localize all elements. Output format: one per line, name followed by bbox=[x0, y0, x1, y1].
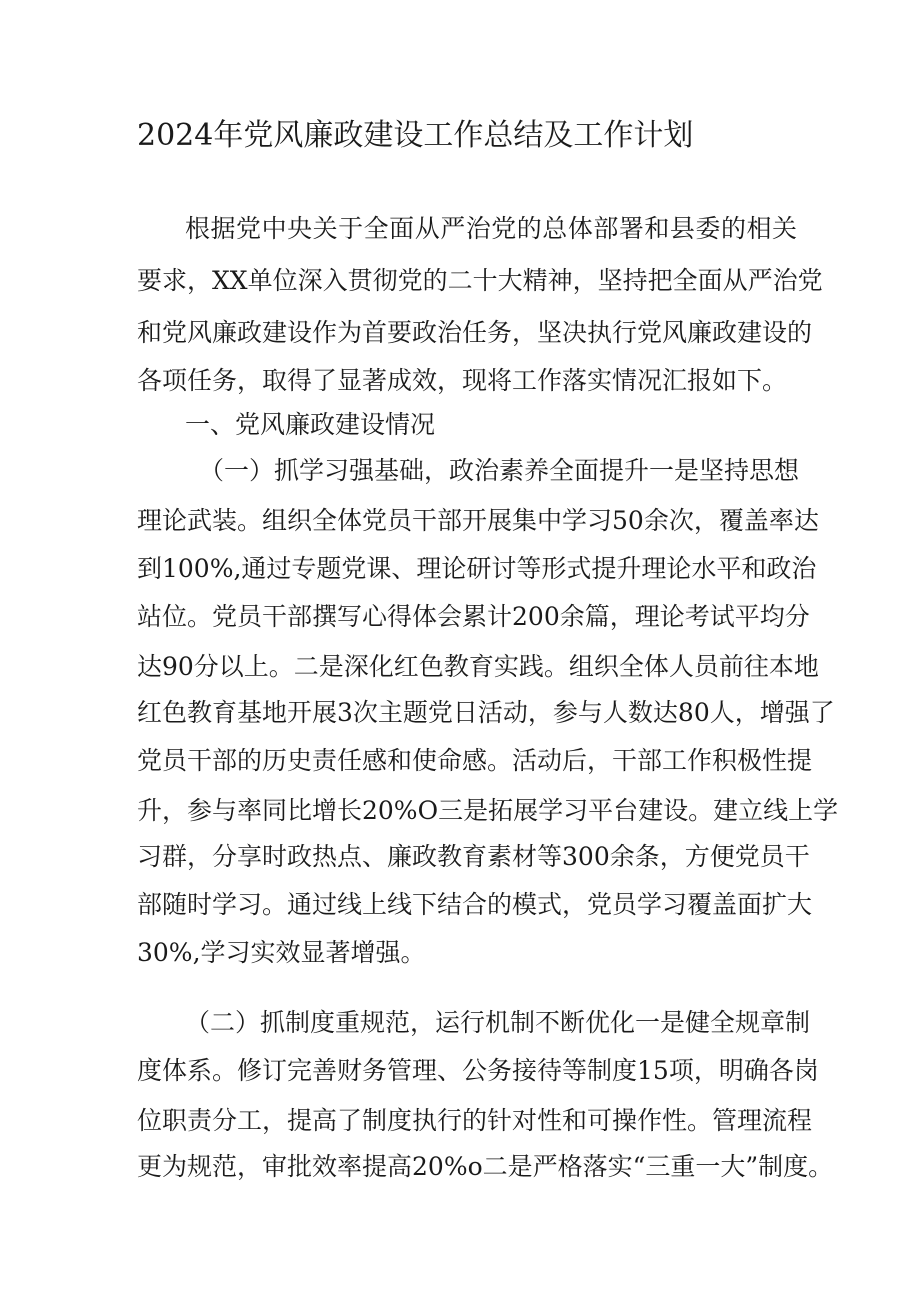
paragraph-line: 红色教育基地开展3次主题党日活动，参与人数达80人，增强了 bbox=[137, 698, 835, 727]
paragraph-line: 习群，分享时政热点、廉政教育素材等300余条，方便党员干 bbox=[137, 842, 810, 871]
subsection-heading-line: （一）抓学习强基础，政治素养全面提升一是坚持思想 bbox=[199, 456, 800, 485]
paragraph-line: 站位。党员干部撰写心得体会累计200余篇，理论考试平均分 bbox=[137, 602, 810, 631]
paragraph-line: 到100%,通过专题党课、理论研讨等形式提升理论水平和政治 bbox=[137, 554, 817, 583]
paragraph-line: 根据党中央关于全面从严治党的总体部署和县委的相关 bbox=[185, 214, 797, 243]
paragraph-line: 30%,学习实效显著增强。 bbox=[137, 938, 426, 967]
subsection-heading-line: （二）抓制度重规范，运行机制不断优化一是健全规章制 bbox=[185, 1008, 811, 1037]
paragraph-line: 党员干部的历史责任感和使命感。活动后，干部工作积极性提 bbox=[137, 746, 813, 775]
paragraph-line: 各项任务，取得了显著成效，现将工作落实情况汇报如下。 bbox=[137, 366, 788, 395]
paragraph-line: 和党风廉政建设作为首要政治任务，坚决执行党风廉政建设的 bbox=[137, 318, 813, 347]
paragraph-line: 度体系。修订完善财务管理、公务接待等制度15项，明确各岗 bbox=[137, 1056, 819, 1085]
paragraph-line: 位职责分工，提高了制度执行的针对性和可操作性。管理流程 bbox=[137, 1106, 813, 1135]
paragraph-line: 升，参与率同比增长20%O三是拓展学习平台建设。建立线上学 bbox=[137, 796, 839, 825]
section-heading: 一、党风廉政建设情况 bbox=[185, 410, 436, 439]
paragraph-line: 要求，XX单位深入贯彻党的二十大精神，坚持把全面从严治党 bbox=[137, 266, 823, 295]
paragraph-line: 理论武装。组织全体党员干部开展集中学习50余次，覆盖率达 bbox=[137, 506, 819, 535]
document-title: 2024年党风廉政建设工作总结及工作计划 bbox=[137, 118, 694, 153]
paragraph-line: 部随时学习。通过线上线下结合的模式，党员学习覆盖面扩大 bbox=[137, 890, 813, 919]
paragraph-line: 达90分以上。二是深化红色教育实践。组织全体人员前往本地 bbox=[137, 652, 819, 681]
paragraph-line: 更为规范，审批效率提高20%o二是严格落实“三重一大”制度。 bbox=[137, 1152, 834, 1181]
